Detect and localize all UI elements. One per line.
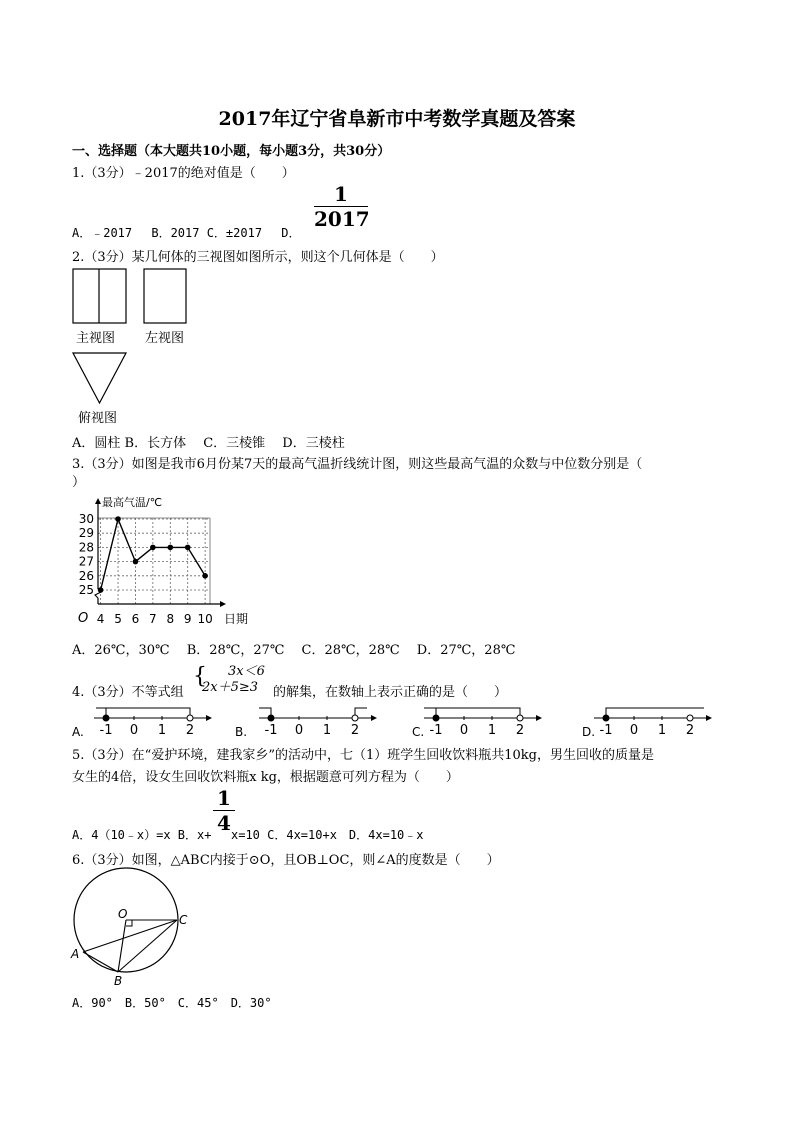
y-tick-label: 27 — [78, 554, 94, 569]
data-point — [202, 573, 208, 579]
top-view — [73, 353, 126, 403]
q5-stem-1: 5.（3分）在“爱护环境，建我家乡”的活动中，七（1）班学生回收饮料瓶共10kg，男生回收的质量是 — [72, 748, 654, 763]
tick-label: 2 — [685, 723, 695, 738]
x-tick-label: 5 — [114, 612, 122, 626]
tick-label: -1 — [429, 723, 443, 738]
y-tick-label: 28 — [78, 540, 94, 555]
y-tick-label: 26 — [78, 568, 94, 583]
data-point — [167, 545, 173, 551]
data-point — [150, 545, 156, 551]
option-letter: B. — [235, 725, 248, 739]
option-letter: C. — [412, 725, 425, 739]
x-tick-label: 7 — [149, 612, 157, 626]
section-heading: 一、选择题（本大题共10小题，每小题3分，共30分） — [72, 144, 391, 159]
x-tick-label: 6 — [131, 612, 140, 626]
q3-stem-cont: ） — [72, 475, 86, 490]
q1-frac-den: 2017 — [314, 207, 370, 231]
q5-options-a: A．4（10﹣x）=x B．x+ — [72, 828, 212, 842]
q2-options: A．圆柱 B．长方体 C．三棱锥 D．三棱柱 — [72, 436, 345, 451]
front-view-label: 主视图 — [76, 331, 116, 346]
open-point — [352, 715, 358, 721]
q4-ineq2: 2x＋5≥3 — [202, 680, 259, 695]
x-axis-arrow — [220, 601, 226, 607]
range-right — [436, 708, 520, 718]
three-view-figure — [70, 266, 200, 426]
q4-ineq1: 3x＜6 — [228, 664, 265, 679]
q4-stem-post: 的解集，在数轴上表示正确的是（ ） — [273, 685, 508, 700]
segment-ab — [83, 952, 118, 972]
q1-fraction — [314, 182, 368, 231]
segment-bc — [118, 920, 177, 972]
q6-options: A．90° B．50° C．45° D．30° — [72, 996, 272, 1010]
solid-point — [268, 715, 274, 721]
label-c: C — [179, 913, 188, 927]
chart-origin-label: O — [78, 611, 89, 626]
y-tick-label: 29 — [78, 526, 94, 541]
q1-frac-num: 1 — [334, 182, 348, 206]
y-tick-label: 25 — [78, 583, 94, 597]
option-letter: A. — [72, 725, 84, 739]
solid-point — [103, 715, 109, 721]
number-line-options — [66, 700, 716, 740]
q5-frac-num: 1 — [217, 786, 231, 810]
tick-label: 0 — [129, 723, 139, 738]
chart-x-label: 日期 — [224, 612, 249, 626]
number-line-option — [412, 708, 542, 739]
tick-label: 1 — [157, 723, 167, 738]
tick-label: 0 — [629, 723, 639, 738]
label-o: O — [118, 907, 128, 921]
tick-label: 1 — [322, 723, 332, 738]
q3-options: A．26℃，30℃ B．28℃，27℃ C．28℃，28℃ D．27℃，28℃ — [72, 643, 516, 658]
temperature-chart — [70, 494, 270, 634]
left-view — [144, 269, 186, 323]
label-b: B — [114, 974, 123, 988]
tick-label: -1 — [599, 723, 613, 738]
x-tick-label: 4 — [96, 612, 105, 626]
tick-label: 2 — [350, 723, 360, 738]
solid-point — [433, 715, 439, 721]
number-line-option — [582, 708, 712, 739]
tick-label: -1 — [99, 723, 113, 738]
tick-label: 1 — [657, 723, 667, 738]
q5-options-b: x=10 C．4x=10+x D．4x=10﹣x — [231, 828, 424, 842]
top-view-label: 俯视图 — [78, 411, 118, 426]
option-letter: D. — [582, 725, 596, 739]
tick-label: 2 — [185, 723, 195, 738]
y-axis-arrow — [95, 498, 101, 504]
q2-stem: 2.（3分）某几何体的三视图如图所示，则这个几何体是（ ） — [72, 250, 444, 265]
chart-y-label: 最高气温/℃ — [102, 496, 163, 509]
x-tick-label: 9 — [183, 612, 192, 626]
data-point — [115, 516, 121, 522]
axis-arrow — [371, 715, 377, 721]
open-point — [517, 715, 523, 721]
number-line-option — [235, 708, 377, 739]
tick-label: 2 — [515, 723, 525, 738]
q5-frac-den: 4 — [213, 810, 235, 835]
q1-stem: 1.（3分）﹣2017的绝对值是（ ） — [72, 166, 295, 181]
q5-stem-2: 女生的4倍，设女生回收饮料瓶x kg，根据题意可列方程为（ ） — [72, 770, 459, 785]
q6-stem: 6.（3分）如图，△ABC内接于⊙O，且OB⊥OC，则∠A的度数是（ ） — [72, 853, 500, 868]
q1-options: A．﹣2017 B．2017 C．±2017 D． — [72, 226, 301, 240]
circle-figure — [66, 866, 206, 990]
system-brace: { — [193, 664, 207, 689]
tick-label: 0 — [294, 723, 304, 738]
x-tick-label: 8 — [166, 612, 175, 626]
number-line-option — [72, 708, 212, 739]
segment-ac — [83, 920, 177, 952]
data-point — [98, 587, 104, 593]
axis-arrow — [536, 715, 542, 721]
q3-stem: 3.（3分）如图是我市6月份某7天的最高气温折线统计图，则这些最高气温的众数与中位数分别是（ — [72, 457, 643, 472]
open-point — [687, 715, 693, 721]
data-point — [133, 559, 139, 565]
segment-ob — [118, 920, 126, 972]
q4-stem-pre: 4.（3分）不等式组 — [72, 685, 184, 700]
axis-arrow — [206, 715, 212, 721]
page-title: 2017年辽宁省阜新市中考数学真题及答案 — [218, 108, 576, 130]
axis-arrow — [706, 715, 712, 721]
x-tick-label: 10 — [197, 612, 213, 626]
data-point — [185, 545, 191, 551]
tick-label: -1 — [264, 723, 278, 738]
left-view-label: 左视图 — [145, 331, 185, 346]
solid-point — [603, 715, 609, 721]
y-tick-label: 30 — [78, 512, 94, 526]
label-a: A — [71, 947, 80, 961]
tick-label: 1 — [487, 723, 497, 738]
range-bracket — [106, 708, 190, 718]
tick-label: 0 — [459, 723, 469, 738]
open-point — [187, 715, 193, 721]
